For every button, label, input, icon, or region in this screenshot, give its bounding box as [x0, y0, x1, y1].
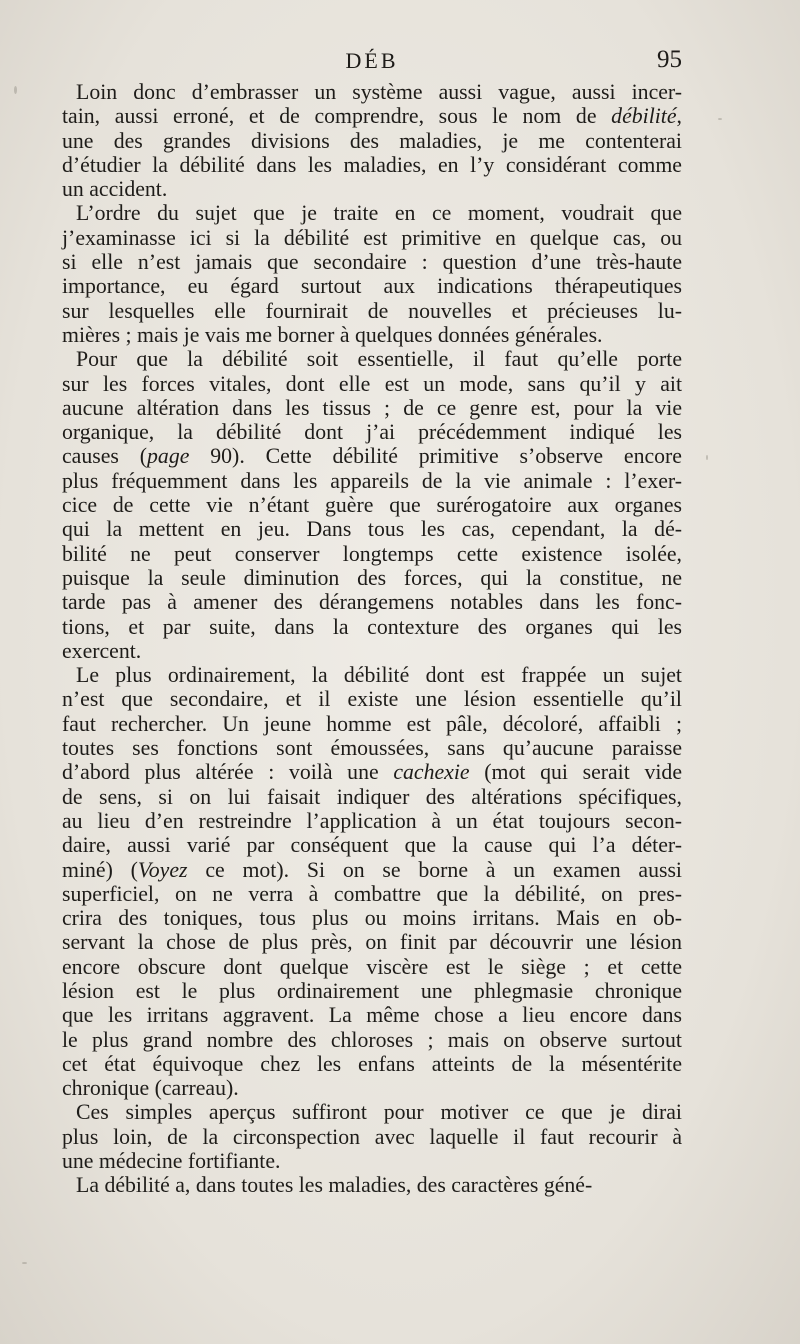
- text-line: qui la mettent en jeu. Dans tous les cas, cependant, la dé-: [62, 517, 682, 542]
- text-line: sur lesquelles elle fournirait de nouvelles et précieuses lu-: [62, 298, 682, 323]
- paragraph: [62, 80, 682, 201]
- text-line: Ces simples aperçus suffiront pour motiver ce que je dirai: [76, 1100, 682, 1125]
- text-line: servant la chose de plus près, on finit par découvrir une lésion: [62, 930, 682, 955]
- text-line: chronique (carreau).: [62, 1076, 239, 1101]
- text-line: bilité ne peut conserver longtemps cette existence isolée,: [62, 541, 682, 566]
- text-line: Loin donc d’embrasser un système aussi vague, aussi incer-: [76, 80, 682, 104]
- text-line: n’est que secondaire, et il existe une lésion essentielle qu’il: [62, 687, 682, 712]
- text-line: d’étudier la débilité dans les maladies, en l’y considérant comme: [62, 152, 682, 177]
- paragraph: [62, 1173, 682, 1197]
- text-line: importance, eu égard surtout aux indications thérapeutiques: [62, 274, 682, 299]
- text-line: superficiel, on ne verra à combattre que la débilité, on pres-: [62, 881, 682, 906]
- text-line: daire, aussi varié par conséquent que la cause qui l’a déter-: [62, 833, 682, 858]
- text-line: faut rechercher. Un jeune homme est pâle, décoloré, affaibli ;: [62, 711, 682, 736]
- text-line: que les irritans aggravent. La même chose a lieu encore dans: [62, 1003, 682, 1028]
- running-head: DÉB: [345, 48, 399, 73]
- text-line: d’abord plus altérée : voilà une cachexie (mot qui serait vide: [62, 760, 682, 785]
- text-line: lésion est le plus ordinairement une phlegmasie chronique: [62, 978, 682, 1003]
- text-line: une médecine fortifiante.: [62, 1149, 281, 1174]
- text-line: tarde pas à amener des dérangemens notables dans les fonc-: [62, 590, 682, 615]
- text-line: une des grandes divisions des maladies, je me contenterai: [62, 128, 682, 153]
- text-line: un accident.: [62, 177, 168, 202]
- text-line: sur les forces vitales, dont elle est un mode, sans qu’il y ait: [62, 371, 682, 396]
- text-line: organique, la débilité dont j’ai précédemment indiqué les: [62, 420, 682, 445]
- text-line: de sens, si on lui faisait indiquer des altérations spécifiques,: [62, 784, 682, 809]
- text-line: puisque la seule diminution des forces, qui la constitue, ne: [62, 565, 682, 590]
- text-line: aucune altération dans les tissus ; de ce genre est, pour la vie: [62, 395, 682, 420]
- text-line: tions, et par suite, dans la contexture des organes qui les: [62, 614, 682, 639]
- text-line: Pour que la débilité soit essentielle, il faut qu’elle porte: [76, 347, 682, 372]
- text-line: plus fréquemment dans les appareils de la vie animale : l’exer-: [62, 468, 682, 493]
- text-line: L’ordre du sujet que je traite en ce moment, voudrait que: [76, 201, 682, 226]
- body-text: [62, 80, 682, 1198]
- text-line: Le plus ordinairement, la débilité dont est frappée un sujet: [76, 663, 682, 688]
- text-line: le plus grand nombre des chloroses ; mais on observe surtout: [62, 1027, 682, 1052]
- paragraph: [62, 1100, 682, 1173]
- text-line: j’examinasse ici si la débilité est primitive en quelque cas, ou: [62, 225, 682, 250]
- text-line: encore obscure dont quelque viscère est le siège ; et cette: [62, 954, 682, 979]
- page-header: [62, 44, 682, 78]
- paragraph: [62, 663, 682, 1100]
- text-line: plus loin, de la circonspection avec laquelle il faut recourir à: [62, 1124, 682, 1149]
- text-line: exercent.: [62, 638, 142, 663]
- text-line: mières ; mais je vais me borner à quelques données générales.: [62, 322, 603, 347]
- page-number: 95: [657, 46, 682, 73]
- text-line: si elle n’est jamais que secondaire : question d’une très-haute: [62, 250, 682, 275]
- text-line: La débilité a, dans toutes les maladies, des caractères géné-: [76, 1173, 593, 1198]
- text-line: crira des toniques, tous plus ou moins irritans. Mais en ob-: [62, 906, 682, 931]
- text-line: cice de cette vie n’étant guère que surérogatoire aux organes: [62, 493, 682, 518]
- text-line: au lieu d’en restreindre l’application à un état toujours secon-: [62, 808, 682, 833]
- paragraph: [62, 201, 682, 347]
- text-line: tain, aussi erroné, et de comprendre, sous le nom de débilité,: [62, 104, 682, 129]
- text-line: cet état équivoque chez les enfans atteints de la mésentérite: [62, 1051, 682, 1076]
- text-line: miné) (Voyez ce mot). Si on se borne à un examen aussi: [62, 857, 682, 882]
- text-line: toutes ses fonctions sont émoussées, sans qu’aucune paraisse: [62, 736, 682, 761]
- text-line: causes (page 90). Cette débilité primitive s’observe encore: [62, 444, 682, 469]
- paragraph: [62, 347, 682, 663]
